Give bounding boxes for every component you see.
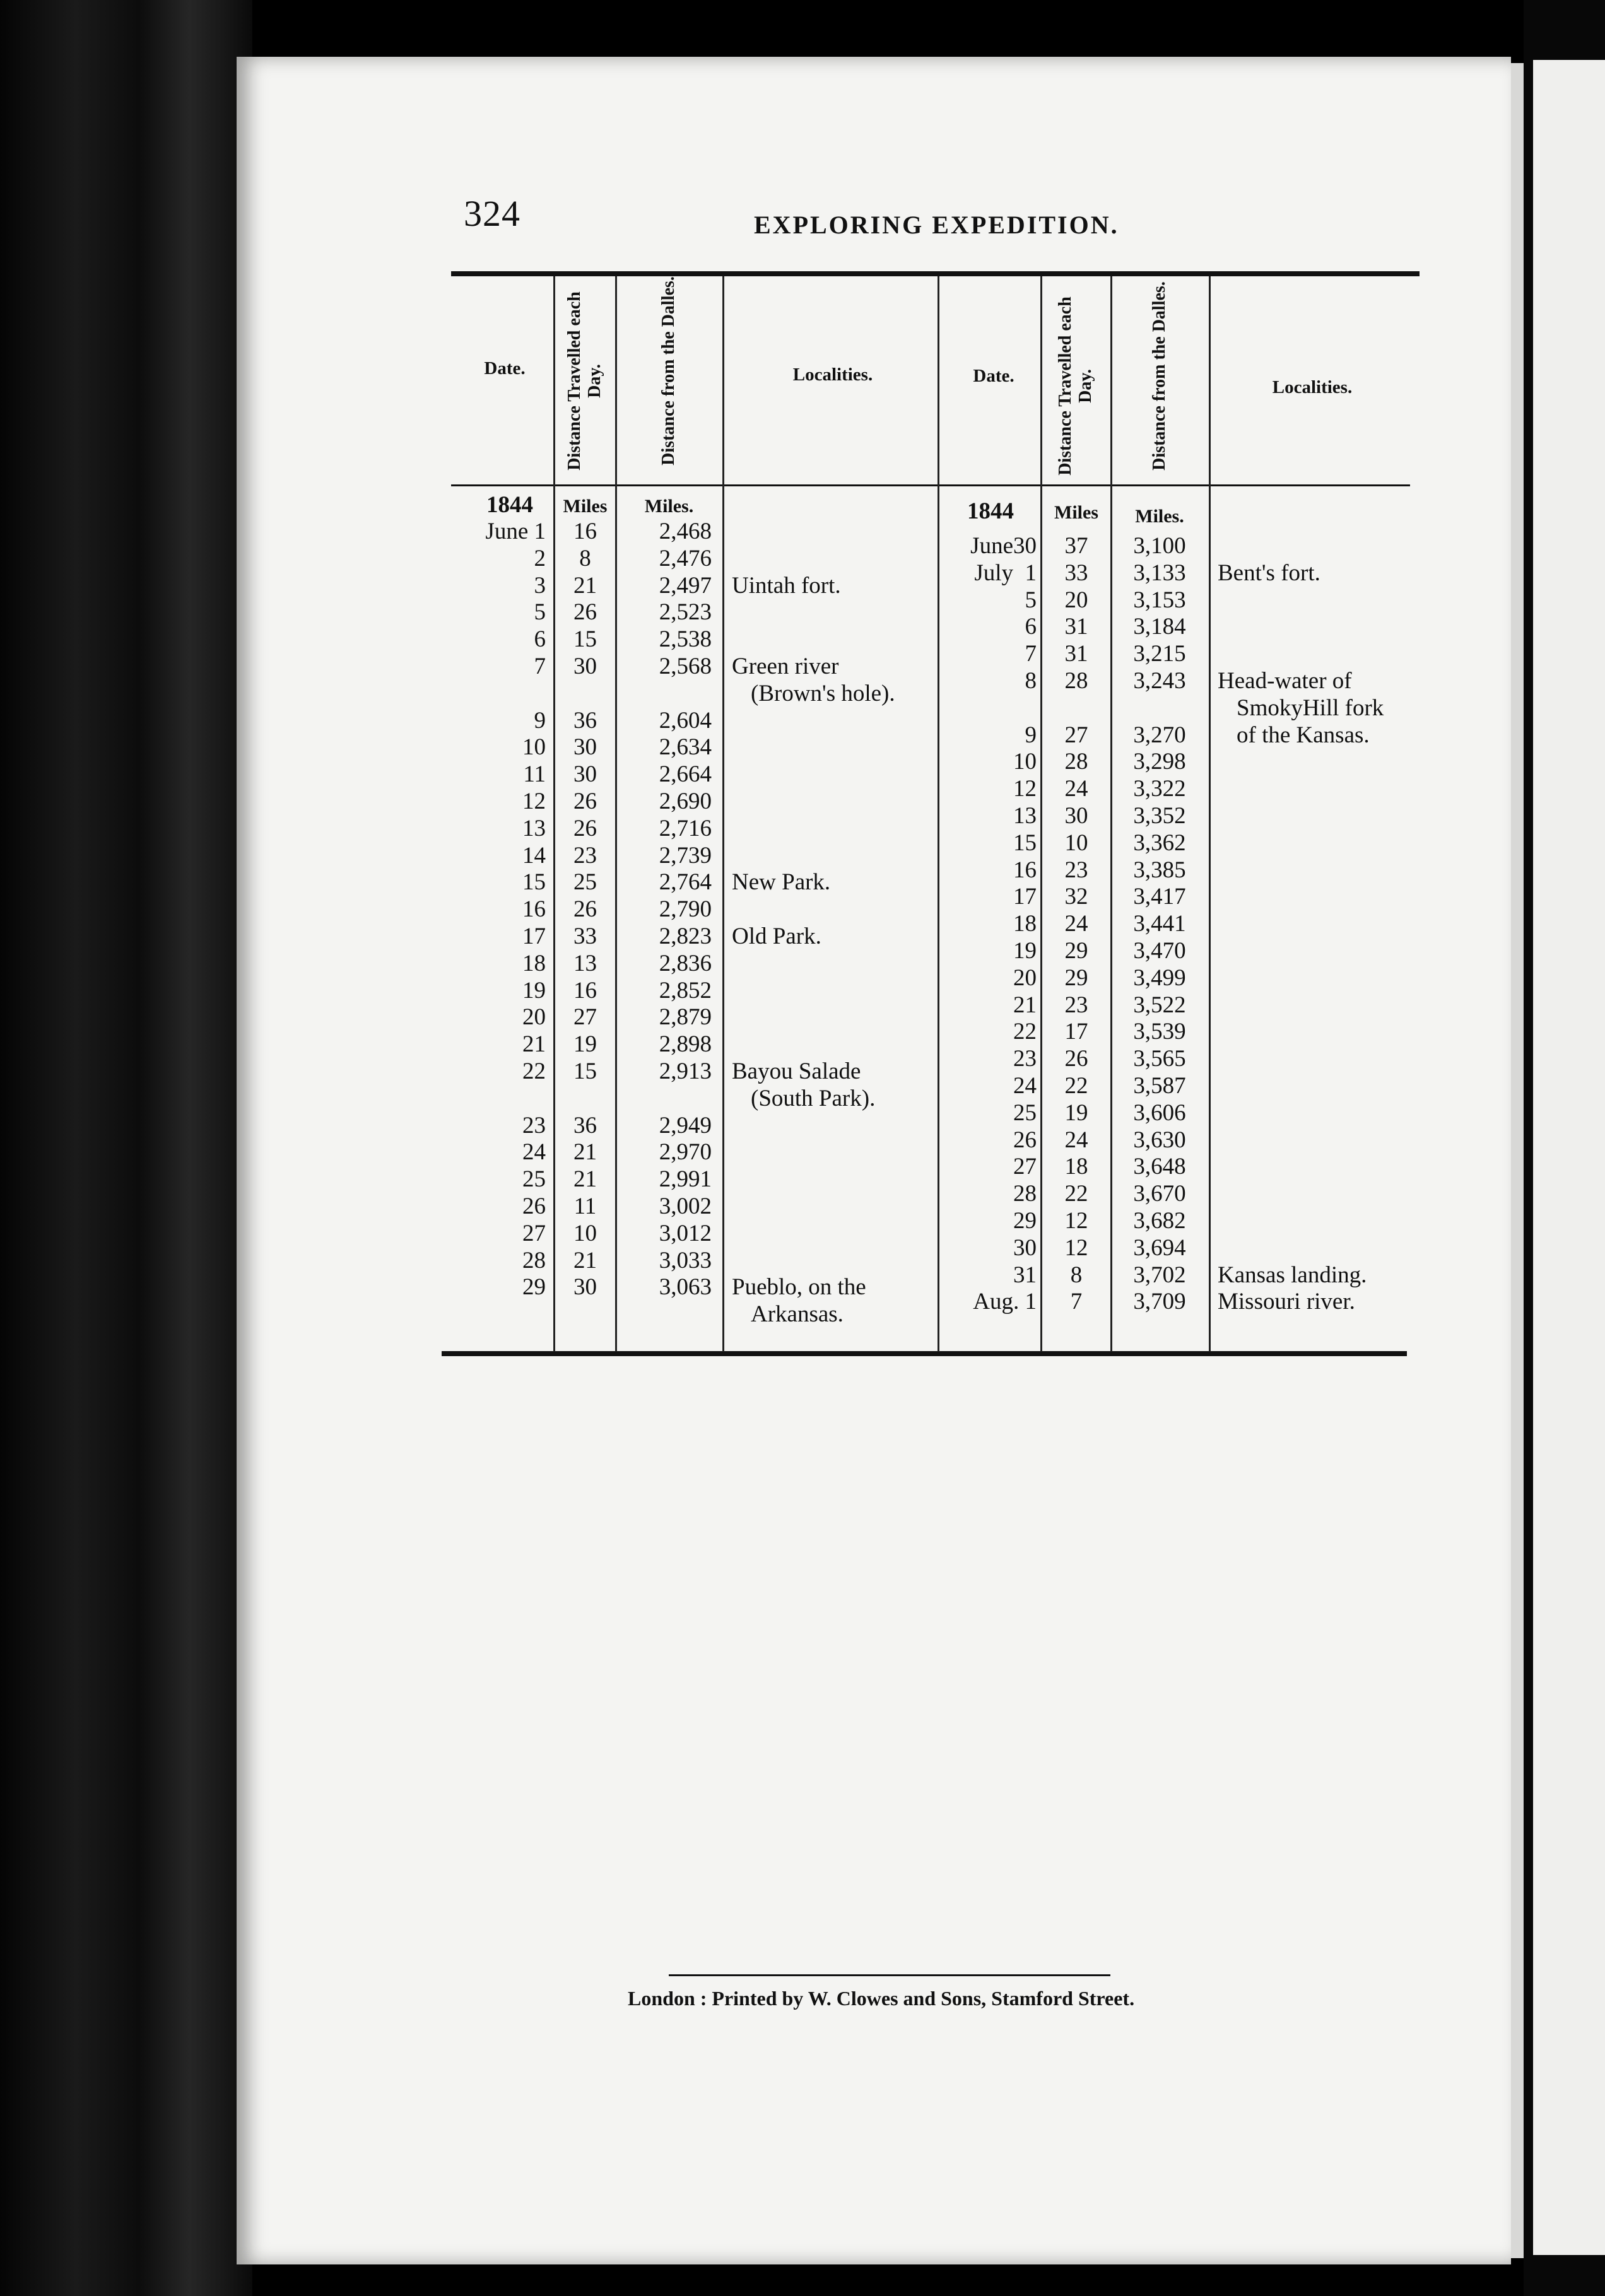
table-cell-locality: Head-water of	[1218, 668, 1352, 694]
table-cell-total: 2,604	[659, 707, 712, 734]
table-cell-date: 13	[1013, 802, 1037, 829]
table-cell-date: 28	[1013, 1181, 1037, 1207]
table-cell-miles: 33	[573, 923, 597, 949]
table-cell-miles: 12	[1064, 1234, 1088, 1261]
table-cell-locality: Old Park.	[732, 923, 821, 949]
table-cell-miles: 19	[1064, 1099, 1088, 1126]
table-cell-miles: 17	[1064, 1019, 1088, 1045]
table-cell-miles: 16	[573, 518, 597, 544]
table-cell-miles: 10	[1064, 829, 1088, 856]
table-cell-date: 26	[522, 1193, 546, 1219]
table-cell-total: 3,012	[659, 1220, 712, 1246]
table-cell-date: 19	[522, 977, 546, 1004]
table-cell-date: Aug. 1	[973, 1289, 1037, 1315]
table-cell-miles: 20	[1064, 587, 1088, 613]
table-cell-date: 6	[1025, 614, 1037, 640]
table-cell-miles: 30	[573, 761, 597, 788]
table-cell-miles: 8	[1070, 1262, 1083, 1288]
table-cell-miles: 18	[1064, 1154, 1088, 1180]
table-cell-total: 3,670	[1133, 1181, 1186, 1207]
table-cell-miles: 21	[573, 1247, 597, 1274]
table-cell-date: 12	[1013, 776, 1037, 802]
table-cell-total: 2,476	[659, 545, 712, 571]
right-miles-column	[1042, 533, 1110, 1316]
table-cell-locality: of the Kansas.	[1237, 722, 1370, 748]
table-cell-date: 22	[522, 1058, 546, 1084]
table-cell-date: 7	[1025, 641, 1037, 667]
unit-miles-total: Miles.	[644, 496, 694, 517]
table-cell-total: 3,133	[1133, 559, 1186, 586]
column-divider	[1209, 276, 1211, 1352]
table-cell-miles: 27	[573, 1004, 597, 1031]
table-cell-date: 12	[522, 788, 546, 814]
table-cell-miles: 25	[573, 869, 597, 896]
table-cell-miles: 26	[573, 599, 597, 626]
table-cell-locality: Uintah fort.	[732, 572, 841, 599]
table-cell-total: 3,298	[1133, 749, 1186, 775]
header-date: Date.	[973, 366, 1014, 386]
table-cell-date: 9	[534, 707, 546, 734]
running-head: EXPLORING EXPEDITION.	[754, 211, 1119, 239]
table-cell-locality: Missouri river.	[1218, 1289, 1355, 1315]
table-cell-miles: 11	[573, 1193, 597, 1219]
table-cell-total: 2,970	[659, 1139, 712, 1166]
table-cell-total: 2,879	[659, 1004, 712, 1031]
table-cell-miles: 31	[1064, 641, 1088, 667]
table-cell-miles: 28	[1064, 749, 1088, 775]
table-cell-miles: 31	[1064, 614, 1088, 640]
right-localities-column	[1218, 533, 1420, 1353]
table-cell-miles: 28	[1064, 667, 1088, 694]
table-cell-total: 3,682	[1133, 1207, 1186, 1234]
table-cell-total: 3,694	[1133, 1234, 1186, 1261]
unit-miles-day: Miles	[1054, 502, 1098, 523]
table-cell-date: 20	[1013, 964, 1037, 991]
table-cell-locality: Bent's fort.	[1218, 559, 1320, 586]
table-cell-total: 3,243	[1133, 667, 1186, 694]
table-cell-total: 3,352	[1133, 802, 1186, 829]
header-localities: Localities.	[1272, 377, 1353, 397]
table-cell-miles: 21	[573, 1139, 597, 1166]
table-cell-total: 2,468	[659, 518, 712, 544]
table-cell-total: 3,063	[659, 1274, 712, 1301]
table-cell-miles: 15	[573, 1058, 597, 1084]
table-cell-date: 27	[522, 1220, 546, 1246]
table-cell-total: 3,417	[1133, 884, 1186, 910]
header-localities: Localities.	[792, 365, 873, 385]
table-cell-date: 17	[1013, 884, 1037, 910]
year-label: 1844	[967, 498, 1014, 524]
table-cell-date: 18	[522, 950, 546, 976]
table-cell-date: 16	[522, 896, 546, 923]
page-number: 324	[464, 193, 520, 234]
table-cell-total: 3,565	[1133, 1046, 1186, 1072]
table-cell-date: 20	[522, 1004, 546, 1031]
table-cell-total: 2,991	[659, 1166, 712, 1193]
table-cell-miles: 24	[1064, 911, 1088, 937]
table-cell-miles: 10	[573, 1220, 597, 1246]
table-cell-miles: 36	[573, 707, 597, 734]
table-cell-total: 2,716	[659, 815, 712, 841]
table-cell-total: 3,362	[1133, 829, 1186, 856]
table-cell-date: 25	[522, 1166, 546, 1193]
table-cell-total: 3,002	[659, 1193, 712, 1219]
table-cell-miles: 29	[1064, 937, 1088, 964]
table-cell-miles: 23	[1064, 857, 1088, 883]
table-cell-miles: 24	[1064, 776, 1088, 802]
book-spine-shadow	[0, 0, 252, 2296]
table-cell-date: 7	[534, 653, 546, 679]
table-cell-total: 3,441	[1133, 911, 1186, 937]
table-cell-miles: 21	[573, 1166, 597, 1193]
table-cell-locality: Kansas landing.	[1218, 1262, 1367, 1288]
table-cell-date: 11	[523, 761, 546, 788]
table-cell-miles: 23	[573, 842, 597, 869]
table-cell-miles	[555, 1086, 615, 1113]
table-cell-date: 24	[522, 1139, 546, 1166]
table-cell-total: 2,523	[659, 599, 712, 626]
left-localities-column	[732, 518, 934, 1338]
table-cell-locality: (South Park).	[751, 1085, 876, 1111]
facing-page-edge	[1533, 60, 1605, 2255]
table-cell-miles: 27	[1064, 722, 1088, 748]
table-cell-total: 3,499	[1133, 964, 1186, 991]
table-cell-date: 25	[1013, 1099, 1037, 1126]
table-cell-total: 2,913	[659, 1058, 712, 1084]
table-cell-date: 21	[522, 1031, 546, 1058]
table-cell-date: 19	[1013, 937, 1037, 964]
table-cell-date: 30	[1013, 1234, 1037, 1261]
table-cell-locality: (Brown's hole).	[751, 680, 895, 706]
table-cell-miles: 15	[573, 626, 597, 653]
table-cell-locality: Arkansas.	[751, 1301, 844, 1328]
table-cell-miles: 19	[573, 1031, 597, 1058]
table-cell-date: 6	[534, 626, 546, 653]
table-cell-total: 3,470	[1133, 937, 1186, 964]
table-cell-miles: 32	[1064, 884, 1088, 910]
table-cell-total: 3,606	[1133, 1099, 1186, 1126]
unit-miles-day: Miles	[563, 496, 608, 517]
unit-miles-total: Miles.	[1135, 506, 1184, 527]
table-cell-date: 29	[522, 1274, 546, 1301]
column-divider	[722, 276, 724, 1352]
table-cell-locality: Green river	[732, 653, 839, 679]
table-cell-date: 15	[522, 869, 546, 896]
table-cell-date: 29	[1013, 1207, 1037, 1234]
table-cell-total: 2,538	[659, 626, 712, 653]
table-cell-date: 10	[1013, 749, 1037, 775]
table-cell-miles: 26	[573, 896, 597, 923]
table-cell-date: 27	[1013, 1154, 1037, 1180]
right-date-column	[943, 533, 1037, 1316]
header-distance-from-dalles: Distance from the Dalles.	[659, 276, 678, 466]
table-cell-date: 23	[1013, 1046, 1037, 1072]
table-cell-date: 16	[1013, 857, 1037, 883]
table-cell-total: 3,539	[1133, 1019, 1186, 1045]
table-cell-miles: 37	[1064, 533, 1088, 559]
header-date: Date.	[484, 358, 526, 378]
table-cell-total: 2,949	[659, 1112, 712, 1139]
table-cell-total: 3,385	[1133, 857, 1186, 883]
table-cell-date: 8	[1025, 667, 1037, 694]
table-cell-total: 2,664	[659, 761, 712, 788]
table-cell-miles: 13	[573, 950, 597, 976]
table-cell-miles	[555, 681, 615, 708]
right-totals-column	[1112, 533, 1207, 1316]
table-cell-locality: Bayou Salade	[732, 1058, 861, 1084]
table-cell-total: 3,100	[1133, 533, 1186, 559]
table-cell-total: 3,322	[1133, 776, 1186, 802]
table-cell-total	[617, 1086, 712, 1113]
table-cell-date: 31	[1013, 1262, 1037, 1288]
table-cell-total: 3,153	[1133, 587, 1186, 613]
table-cell-date: 2	[534, 545, 546, 571]
footer-rule	[669, 1974, 1110, 1976]
table-cell-total: 2,790	[659, 896, 712, 923]
table-cell-date: 28	[522, 1247, 546, 1274]
table-cell-miles: 12	[1064, 1207, 1088, 1234]
table-cell-miles: 8	[579, 545, 591, 571]
left-miles-column	[555, 518, 615, 1301]
table-cell-date: 13	[522, 815, 546, 841]
table-cell-total: 2,898	[659, 1031, 712, 1058]
left-totals-column	[617, 518, 712, 1301]
table-cell-total: 3,270	[1133, 722, 1186, 748]
header-distance-each-day: Distance Travelled each Day.	[1055, 296, 1095, 476]
column-divider	[938, 276, 939, 1352]
table-cell-total: 3,702	[1133, 1262, 1186, 1288]
table-cell-date	[442, 681, 546, 708]
table-cell-miles: 23	[1064, 992, 1088, 1018]
table-cell-date: 5	[534, 599, 546, 626]
table-cell-date: 15	[1013, 829, 1037, 856]
table-cell-miles: 21	[573, 572, 597, 599]
table-cell-date: 10	[522, 734, 546, 761]
table-cell-miles: 30	[573, 653, 597, 679]
header-bottom-rule	[451, 484, 1410, 486]
table-cell-total: 2,497	[659, 572, 712, 599]
table-cell-total: 2,568	[659, 653, 712, 679]
table-cell-miles: 22	[1064, 1181, 1088, 1207]
left-date-column	[442, 518, 546, 1301]
table-cell-miles: 22	[1064, 1072, 1088, 1099]
table-cell-locality: New Park.	[732, 869, 831, 896]
table-cell-date: 3	[534, 572, 546, 599]
table-cell-miles: 7	[1070, 1289, 1083, 1315]
table-cell-locality: Pueblo, on the	[732, 1274, 866, 1301]
year-label: 1844	[486, 492, 533, 518]
table-cell-date: 14	[522, 842, 546, 869]
table-cell-date: 18	[1013, 911, 1037, 937]
table-cell-total	[1112, 695, 1207, 722]
table-cell-total: 2,634	[659, 734, 712, 761]
table-cell-date: 22	[1013, 1019, 1037, 1045]
table-cell-miles: 26	[573, 815, 597, 841]
table-cell-date: July 1	[974, 559, 1037, 586]
table-cell-total: 3,648	[1133, 1154, 1186, 1180]
table-cell-total: 3,033	[659, 1247, 712, 1274]
table-cell-total: 3,522	[1133, 992, 1186, 1018]
table-cell-date: 5	[1025, 587, 1037, 613]
header-distance-each-day: Distance Travelled each Day.	[565, 291, 604, 471]
table-cell-date: 21	[1013, 992, 1037, 1018]
table-cell-date	[943, 695, 1037, 722]
header-distance-from-dalles: Distance from the Dalles.	[1149, 281, 1169, 471]
table-cell-date: 9	[1025, 722, 1037, 748]
table-cell-miles: 30	[573, 1274, 597, 1301]
printer-imprint: London : Printed by W. Clowes and Sons, Stamford Street.	[628, 1987, 1135, 2010]
table-cell-miles: 30	[573, 734, 597, 761]
table-cell-total	[617, 681, 712, 708]
table-cell-date: 24	[1013, 1072, 1037, 1099]
table-cell-total: 2,836	[659, 950, 712, 976]
table-cell-date	[442, 1086, 546, 1113]
table-cell-miles: 26	[1064, 1046, 1088, 1072]
table-cell-date: 26	[1013, 1127, 1037, 1153]
table-cell-total: 2,690	[659, 788, 712, 814]
table-cell-date: 23	[522, 1112, 546, 1139]
table-cell-miles: 26	[573, 788, 597, 814]
table-cell-miles: 30	[1064, 802, 1088, 829]
table-cell-total: 3,709	[1133, 1289, 1186, 1315]
table-cell-date: June30	[970, 533, 1037, 559]
table-cell-miles: 29	[1064, 964, 1088, 991]
table-cell-total: 3,215	[1133, 641, 1186, 667]
table-cell-total: 2,764	[659, 869, 712, 896]
table-cell-miles: 36	[573, 1112, 597, 1139]
table-cell-total: 2,852	[659, 977, 712, 1004]
page-edge	[1511, 63, 1524, 2258]
table-cell-miles: 24	[1064, 1127, 1088, 1153]
table-cell-total: 2,739	[659, 842, 712, 869]
table-cell-total: 3,184	[1133, 614, 1186, 640]
table-cell-date: 17	[522, 923, 546, 949]
table-cell-total: 3,630	[1133, 1127, 1186, 1153]
table-cell-miles: 33	[1064, 559, 1088, 586]
table-cell-total: 3,587	[1133, 1072, 1186, 1099]
table-cell-miles	[1042, 695, 1110, 722]
table-top-rule	[451, 271, 1420, 276]
table-cell-date: June 1	[485, 518, 546, 544]
table-cell-locality: SmokyHill fork	[1237, 694, 1384, 721]
table-cell-total: 2,823	[659, 923, 712, 949]
table-cell-miles: 16	[573, 977, 597, 1004]
